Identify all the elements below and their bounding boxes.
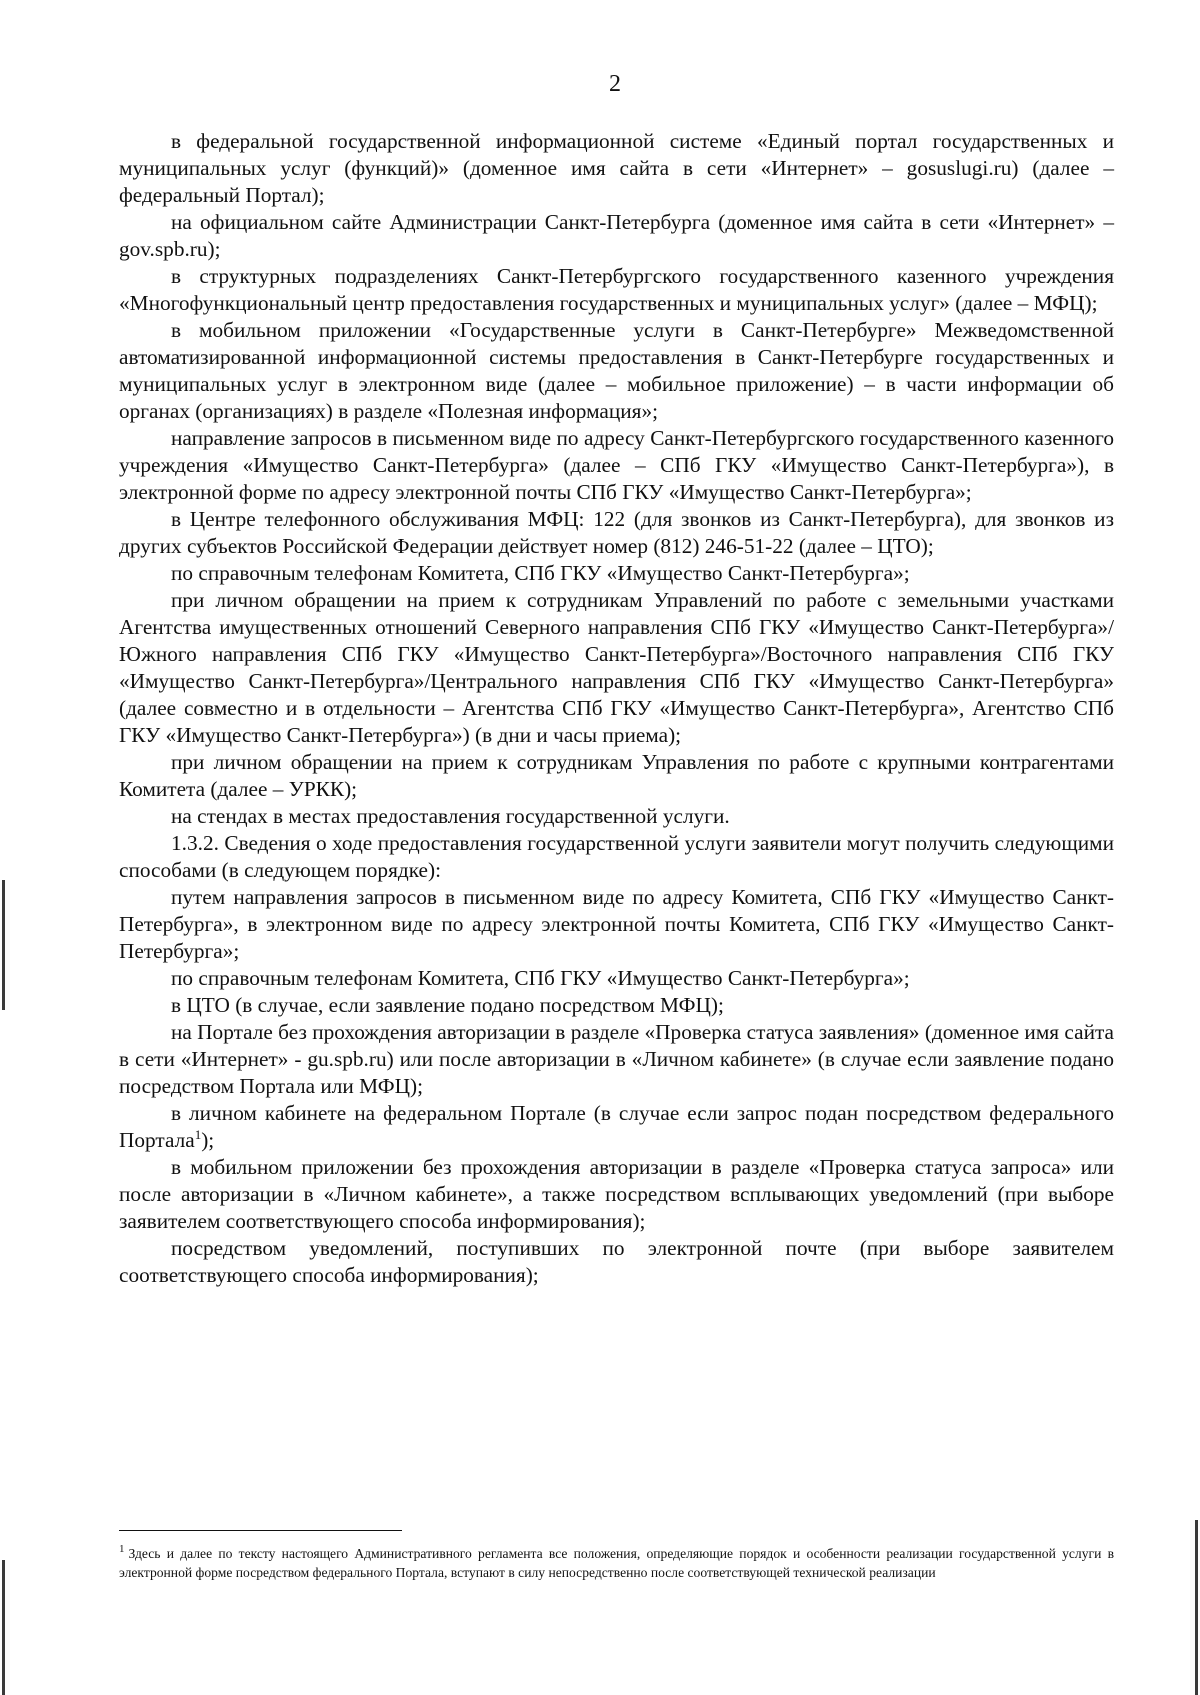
paragraph-status-cto: в ЦТО (в случае, если заявление подано посредством МФЦ); — [171, 993, 724, 1017]
paragraph-mobile-app: в мобильном приложении «Государственные услуги в Санкт-Петербурге» Межведомственной автоматизированной информационной системы предоставления в Санкт-Петербурге государственных и муниципальных услуг в электронном виде (далее – мобильное приложение) – в части информации об органах (организациях) в разделе «Полезная информация»; — [119, 318, 1114, 423]
paragraph-status-mobile-app: в мобильном приложении без прохождения авторизации в разделе «Проверка статуса запроса» или после авторизации в «Личном кабинете», а также посредством всплывающих уведомлений (при выборе заявителем соответствующего способа информирования); — [119, 1155, 1114, 1233]
scan-edge-right — [1195, 0, 1198, 1695]
footnote-separator — [119, 1530, 402, 1531]
federal-paragraph-text: в личном кабинете на федеральном Портале (в случае если запрос подан посредством федерального Портала — [119, 1101, 1114, 1152]
paragraph-stands: на стендах в местах предоставления государственной услуги. — [171, 804, 730, 828]
paragraph-mfc-units: в структурных подразделениях Санкт-Петербургского государственного казенного учреждения «Многофункциональный центр предоставления государственных и муниципальных услуг» (далее – МФЦ); — [119, 264, 1114, 315]
paragraph-federal-system: в федеральной государственной информационной системе «Единый портал государственных и муниципальных услуг (функций)» (доменное имя сайта в сети «Интернет» – gosuslugi.ru) (далее – федеральный Портал); — [119, 129, 1114, 207]
document-body — [119, 128, 1114, 1289]
footnote-marker: 1 — [119, 1543, 125, 1556]
paragraph-spb-admin-site: на официальном сайте Администрации Санкт-Петербурга (доменное имя сайта в сети «Интернет» – gov.spb.ru); — [119, 210, 1114, 261]
paragraph-personal-visit-urkk: при личном обращении на прием к сотрудникам Управления по работе с крупными контрагентами Комитета (далее – УРКК); — [119, 750, 1114, 801]
paragraph-status-portal: на Портале без прохождения авторизации в разделе «Проверка статуса заявления» (доменное имя сайта в сети «Интернет» - gu.spb.ru) или после авторизации в «Личном кабинете» (в случае если заявление подано посредством Портала или МФЦ); — [119, 1020, 1114, 1098]
paragraph-status-email: посредством уведомлений, поступивших по электронной почте (при выборе заявителем соответствующего способа информирования); — [119, 1236, 1114, 1287]
paragraph-section-1-3-2: 1.3.2. Сведения о ходе предоставления государственной услуги заявители могут получить следующими способами (в следующем порядке): — [119, 831, 1114, 882]
federal-paragraph-tail: ); — [201, 1128, 215, 1152]
paragraph-call-center: в Центре телефонного обслуживания МФЦ: 122 (для звонков из Санкт-Петербурга), для звонков из других субъектов Российской Федерации действует номер (812) 246-51-22 (далее – ЦТО); — [119, 507, 1114, 558]
paragraph-reference-phones: по справочным телефонам Комитета, СПб ГКУ «Имущество Санкт-Петербурга»; — [171, 561, 910, 585]
paragraph-personal-visit-agencies: при личном обращении на прием к сотрудникам Управлений по работе с земельными участками Агентства имущественных отношений Северного направления СПб ГКУ «Имущество Санкт-Петербурга»/Южного направления СПб ГКУ «Имущество Санкт-Петербурга»/Восточного направления СПб ГКУ «Имущество Санкт-Петербурга»/Центрального направления СПб ГКУ «Имущество Санкт-Петербурга» (далее совместно и в отдельности – Агентства СПб ГКУ «Имущество Санкт-Петербурга», Агентство СПб ГКУ «Имущество Санкт-Петербурга») (в дни и часы приема); — [119, 588, 1114, 747]
footnote-text: Здесь и далее по тексту настоящего Административного регламента все положения, определяющие порядок и особенности реализации государственной услуги в электронной форме посредством федерального Портала, вступают в силу непосредственно после соответствующей технической реализации — [119, 1546, 1114, 1580]
paragraph-status-written-requests: путем направления запросов в письменном виде по адресу Комитета, СПб ГКУ «Имущество Санкт-Петербурга», в электронном виде по адресу электронной почты Комитета, СПб ГКУ «Имущество Санкт-Петербурга»; — [119, 885, 1114, 963]
page-number: 2 — [609, 71, 621, 97]
scan-edge-left — [2, 0, 5, 1695]
paragraph-status-phones: по справочным телефонам Комитета, СПб ГКУ «Имущество Санкт-Петербурга»; — [171, 966, 910, 990]
paragraph-written-requests: направление запросов в письменном виде по адресу Санкт-Петербургского государственного казенного учреждения «Имущество Санкт-Петербурга» (далее – СПб ГКУ «Имущество Санкт-Петербурга»), в электронной форме по адресу электронной почты СПб ГКУ «Имущество Санкт-Петербурга»; — [119, 426, 1114, 504]
paragraph-status-federal-portal — [119, 1100, 1114, 1154]
footnote-reference: 1 — [194, 1126, 202, 1142]
footnote — [119, 1544, 1114, 1582]
